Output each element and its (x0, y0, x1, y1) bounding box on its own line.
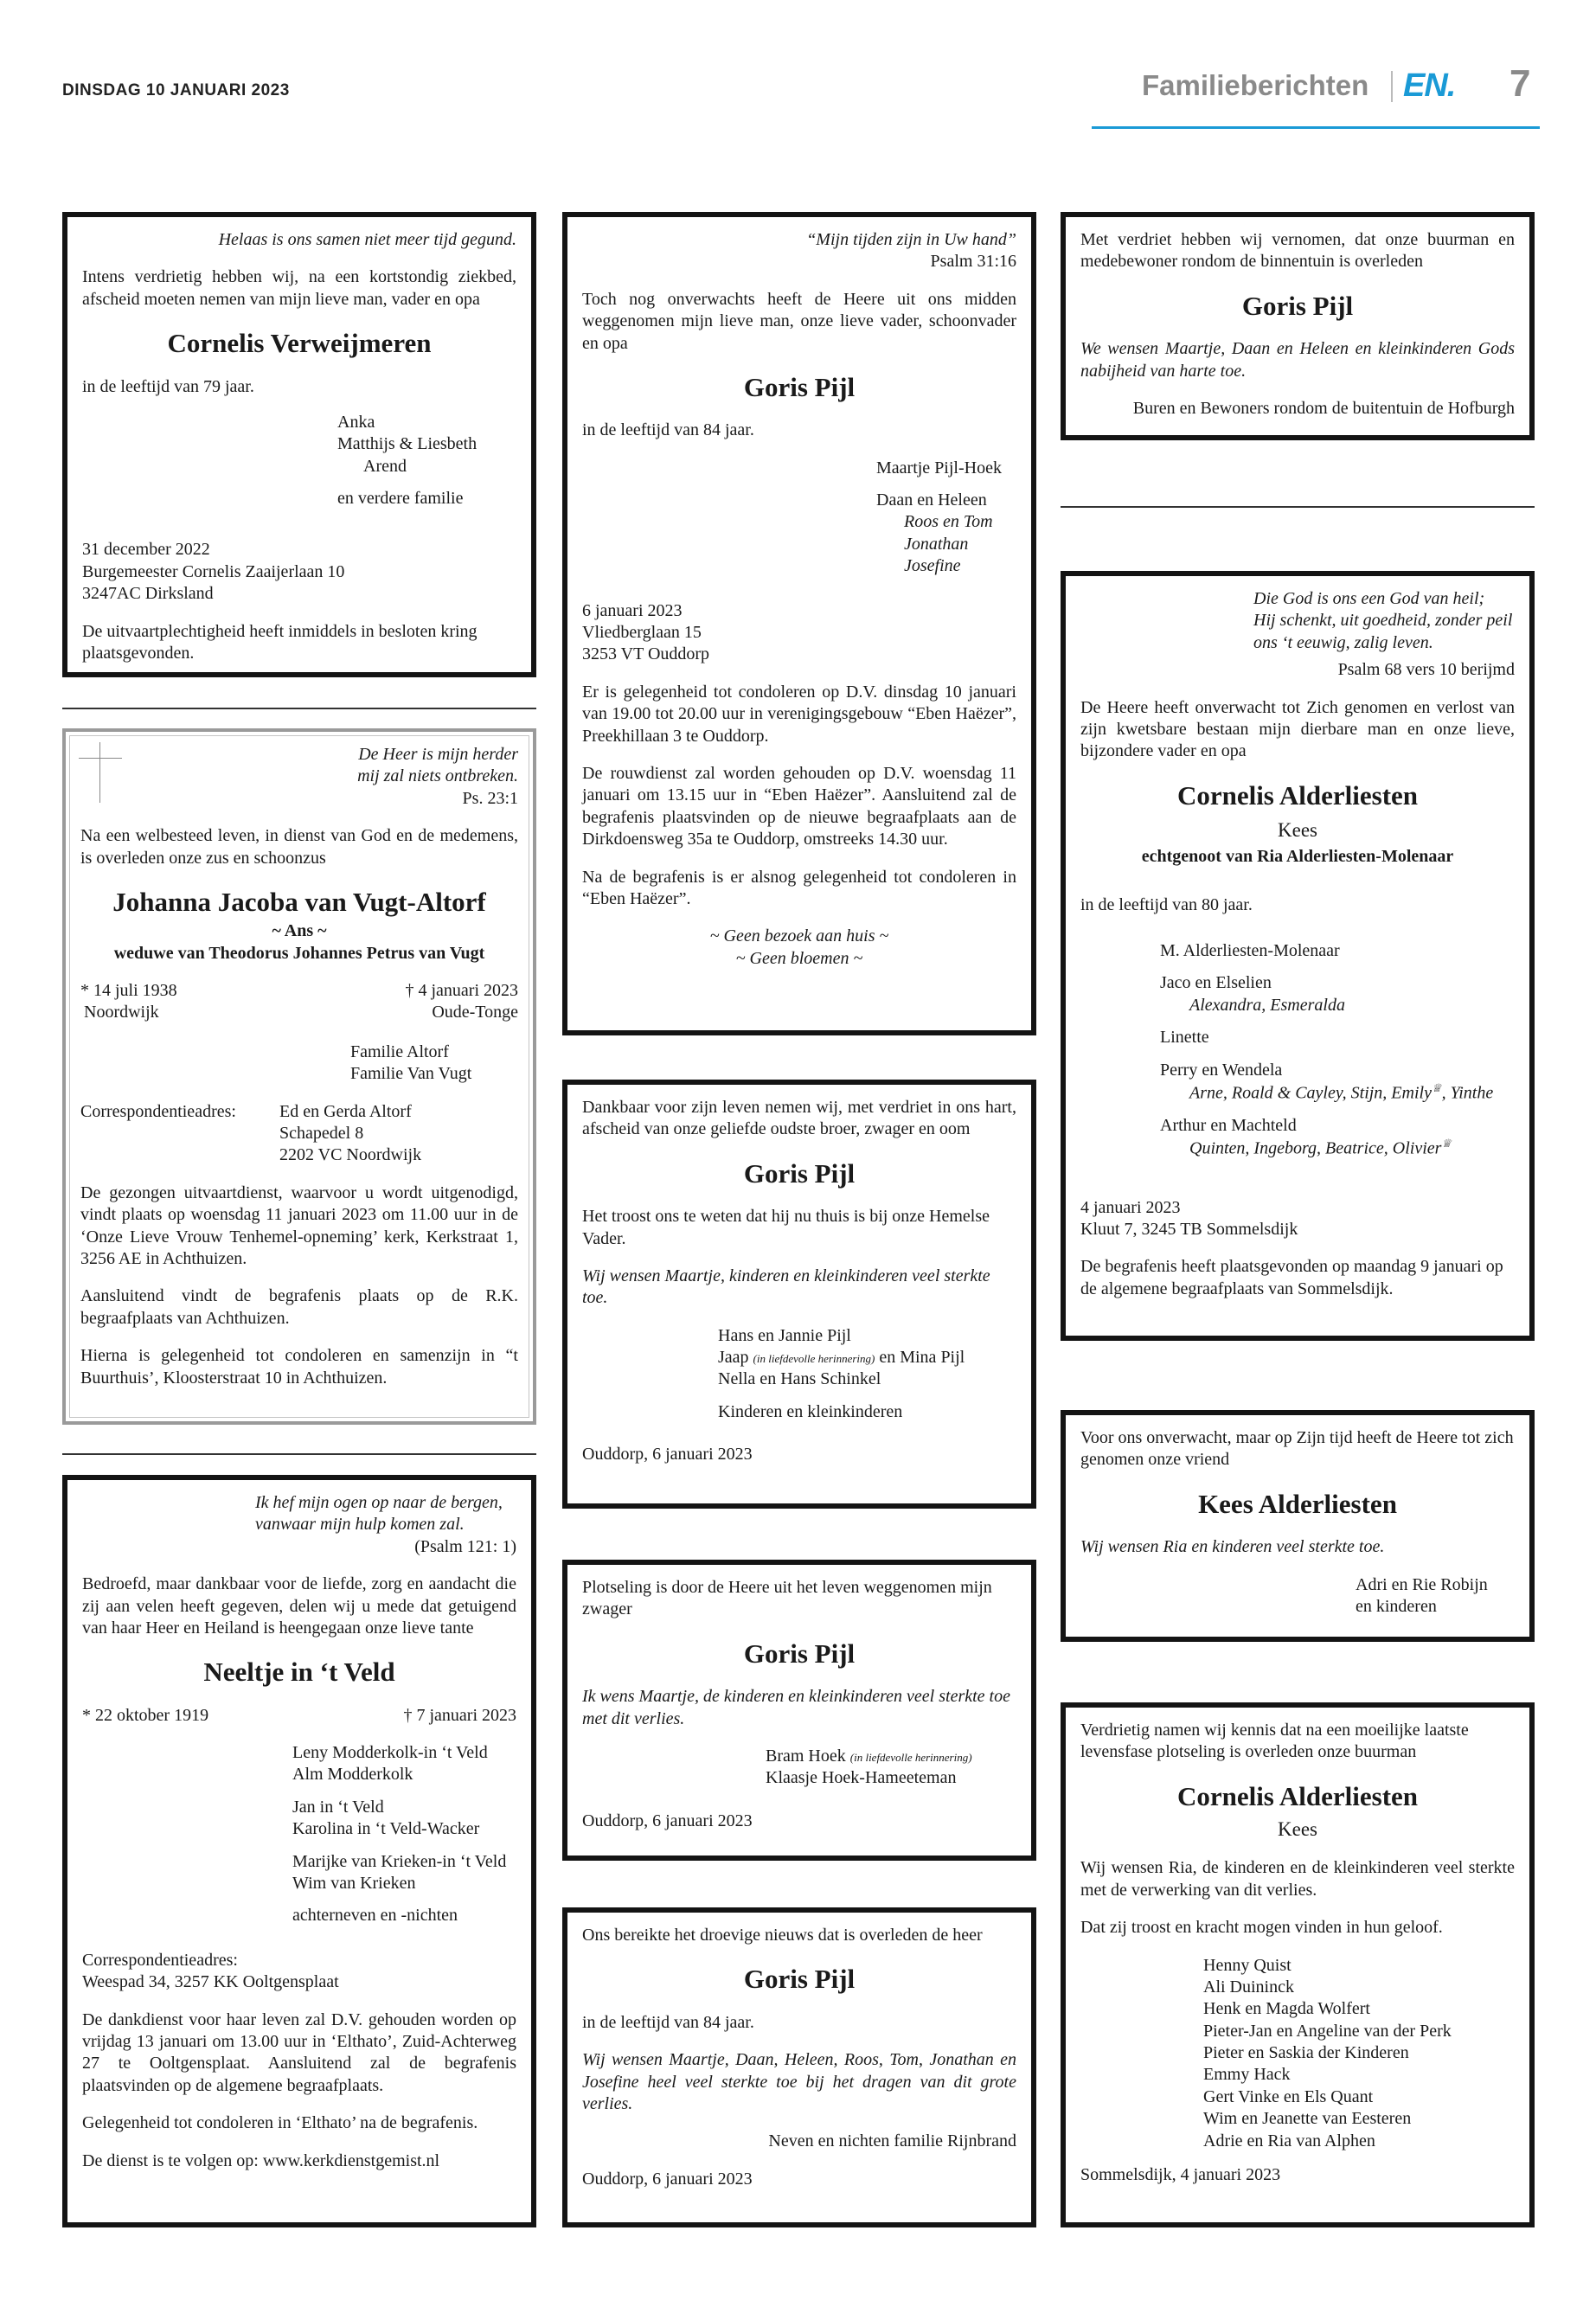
notice-quote (1080, 588, 1515, 654)
quote-reference: Ps. 23:1 (462, 788, 518, 808)
deceased-age: in de leeftijd van 80 jaar. (1080, 894, 1253, 914)
deceased-nickname: Kees (1278, 819, 1317, 842)
service-info: De rouwdienst zal worden gehouden op D.V. woensdag 11 januari om 13.15 uur in “Eben Haëzer”. Aansluitend zal de begrafenis plaatsvinden op de nieuwe begraafplaats aan de Dirkdoensweg 35a te Ouddorp, omstreeks 14.30 uur. (582, 764, 1016, 849)
burial-info: Aansluitend vindt de begrafenis plaats op de R.K. begraafplaats van Achthuizen. (80, 1286, 518, 1328)
signer: Emmy Hack (1203, 2065, 1291, 2085)
grandchildren-names: , Yinthe (1441, 1083, 1494, 1103)
signer: M. Alderliesten-Molenaar (1160, 941, 1340, 961)
notice-goris-pijl-cousins (562, 1907, 1036, 2227)
spouse-line: echtgenoot van Ria Alderliesten-Molenaar (1141, 847, 1454, 867)
signer: Leny Modderkolk-in ‘t Veld (292, 1743, 488, 1763)
signer: Matthijs & Liesbeth (337, 434, 478, 454)
service-info: De gezongen uitvaartdienst, waarvoor u wordt uitgenodigd, vindt plaats op woensdag 11 januari 2023 om 11.00 uur in de ‘Onze Lieve Vrouw Tenhemel-opneming’ kerk, Kerkstraat 1, 3256 AE in Achthuizen. (80, 1183, 518, 1268)
notice-intro: Voor ons onverwacht, maar op Zijn tijd heeft de Heere tot zich genomen onze vriend (1080, 1428, 1514, 1470)
page-number: 7 (1509, 62, 1531, 105)
notice-footer: Ouddorp, 6 januari 2023 (582, 2169, 753, 2189)
notice-intro: Intens verdrietig hebben wij, na een kortstondig ziekbed, afscheid moeten nemen van mijn lieve man, vader en opa (82, 267, 516, 309)
signer: Alm Modderkolk (292, 1765, 413, 1785)
address (1080, 1197, 1515, 1241)
wish-line: Wij wensen Maartje, Daan, Heleen, Roos, Tom, Jonathan en Josefine heel veel sterkte toe bij het dragen van dit grote verlies. (582, 2050, 1016, 2113)
stream-info: De dienst is te volgen op: www.kerkdienstgemist.nl (82, 2150, 440, 2170)
signer: Kinderen en kleinkinderen (718, 1401, 903, 1421)
signer (766, 1746, 1016, 1767)
notice-intro: Dankbaar voor zijn leven nemen wij, met verdriet in ons hart, afscheid van onze geliefde oudste broer, zwager en oom (582, 1098, 1016, 1139)
quote-line: Ik hef mijn ogen op naar de bergen, (255, 1493, 503, 1512)
signers (1080, 940, 1515, 1160)
no-flowers: ~ Geen bloemen ~ (735, 948, 863, 968)
signer: Neven en nichten familie Rijnbrand (768, 2131, 1016, 2151)
signer: Marijke van Krieken-in ‘t Veld (292, 1851, 507, 1871)
deceased-age: in de leeftijd van 79 jaar. (82, 376, 254, 396)
quote-line: ons ‘t eeuwig, zalig leven. (1253, 632, 1433, 652)
notice-intro: Met verdriet hebben wij vernomen, dat onze buurman en medebewoner rondom de binnentuin is overleden (1080, 230, 1515, 272)
grandchildren (1160, 1137, 1515, 1160)
signer: Familie Altorf (350, 1042, 449, 1061)
signer: Familie Van Vugt (350, 1064, 472, 1084)
notice-footer: Ouddorp, 6 januari 2023 (582, 1811, 753, 1830)
notice-intro: Plotseling is door de Heere uit het leven weggenomen mijn zwager (582, 1578, 992, 1619)
section-title: Familieberichten (1142, 69, 1369, 101)
correspondence-label: Correspondentieadres: (80, 1101, 236, 1121)
grandchildren-names: Quinten, Ingeborg, Beatrice, Olivier (1189, 1139, 1442, 1159)
deceased-nickname: Kees (1278, 1818, 1317, 1841)
signers (82, 412, 516, 510)
signer: en kinderen (1356, 1596, 1437, 1616)
notice-intro: Bedroefd, maar dankbaar voor de liefde, zorg en aandacht die zij aan velen heeft gegeven, delen wij u mede dat getuigend van haar Heer en Heiland is heengegaan onze lieve tante (82, 1574, 516, 1638)
signer: Anka (337, 412, 375, 432)
birth-death (80, 980, 518, 1024)
notice-intro: Toch nog onverwachts heeft de Heere uit ons midden weggenomen mijn lieve man, onze lieve vader, schoonvader en opa (582, 289, 1016, 353)
address-line: Schapedel 8 (279, 1124, 364, 1144)
cross-icon (79, 742, 122, 803)
deceased-age: in de leeftijd van 84 jaar. (582, 420, 754, 440)
comfort-line: Dat zij troost en kracht mogen vinden in hun geloof. (1080, 1918, 1443, 1938)
signer (718, 1347, 1016, 1368)
signer: Henk en Magda Wolfert (1203, 1999, 1370, 2019)
quote-line: Hij schenkt, uit goedheid, zonder peil (1253, 611, 1513, 631)
correspondence-address (80, 1101, 518, 1167)
address-line: 31 december 2022 (82, 540, 210, 560)
service-info: De dankdienst voor haar leven zal D.V. gehouden worden op vrijdag 13 januari om 13.00 uur in ‘Elthato’, Zuid-Achterweg 27 te Ooltgensplaat. Aansluitend zal de begrafenis plaatsvinden op de algemene begraafplaats. (82, 2009, 516, 2095)
notice-cornelis-alderliesten-family (1061, 571, 1535, 1341)
quote-reference: Psalm 68 vers 10 berijmd (1337, 660, 1515, 680)
address-line: 6 januari 2023 (582, 600, 683, 620)
address-line: Weespad 34, 3257 KK Ooltgensplaat (82, 1972, 339, 1992)
publication-date: DINSDAG 10 JANUARI 2023 (62, 81, 290, 99)
signer: Gert Vinke en Els Quant (1203, 2086, 1374, 2106)
grandchildren (1160, 1081, 1515, 1105)
header-separator (1391, 71, 1393, 102)
quote-reference: (Psalm 121: 1) (414, 1536, 516, 1556)
notice-goris-pijl-brother-in-law (562, 1560, 1036, 1861)
condolence-info: Hierna is gelegenheid tot condoleren en samenzijn in “t Buurthuis’, Kloosterstraat 10 in Achthuizen. (80, 1346, 518, 1388)
notice-kees-alderliesten-friends (1061, 1410, 1535, 1642)
widow-line: weduwe van Theodorus Johannes Petrus van Vugt (113, 943, 485, 963)
address (582, 600, 1016, 666)
deceased-name: Cornelis Alderliesten (1176, 1780, 1419, 1811)
notice-quote: “Mijn tijden zijn in Uw hand” (806, 230, 1016, 249)
signer: Klaasje Hoek-Hameeteman (766, 1768, 957, 1788)
deceased-nickname: ~ Ans ~ (272, 921, 327, 941)
grandchild: Roos en Tom (904, 512, 993, 532)
signer: Wim van Krieken (292, 1874, 416, 1894)
column-divider (62, 1453, 536, 1455)
signer: Daan en Heleen (876, 490, 987, 510)
signer: Jaco en Elselien (1160, 973, 1272, 993)
notice-goris-pijl-family (562, 212, 1036, 1035)
signer: Jan in ‘t Veld (292, 1797, 384, 1817)
signer: Arend (363, 456, 407, 476)
notice-cornelis-alderliesten-neighbours (1061, 1702, 1535, 2227)
signers (582, 1325, 1016, 1424)
notice-quote (80, 744, 518, 788)
grandchild: Jonathan (904, 534, 969, 554)
signer: Pieter en Saskia der Kinderen (1203, 2043, 1409, 2063)
signers (1080, 1955, 1515, 2153)
signer: Karolina in ‘t Veld-Wacker (292, 1819, 480, 1839)
quote-line: vanwaar mijn hulp komen zal. (255, 1515, 465, 1535)
wish-line: Wij wensen Ria, de kinderen en de kleinkinderen veel sterkte met de verwerking van dit verlies. (1080, 1858, 1515, 1900)
condolence-info: Er is gelegenheid tot condoleren op D.V. dinsdag 10 januari van 19.00 tot 20.00 uur in verenigingsgebouw “Eben Haëzer”, Preekhillaan 3 te Ouddorp. (582, 682, 1016, 746)
deceased-name: Goris Pijl (1241, 290, 1354, 321)
notice-intro: Verdrietig namen wij kennis dat na een moeilijke laatste levensfase plotseling is overleden onze buurman (1080, 1721, 1469, 1762)
notice-note: De uitvaartplechtigheid heeft inmiddels in besloten kring plaatsgevonden. (82, 621, 478, 663)
condolence-after: Na de begrafenis is er alsnog gelegenheid tot condoleren in “Eben Haëzer”. (582, 867, 1016, 908)
memory-note: (in liefdevolle herinnering) (849, 1750, 972, 1764)
address (82, 539, 516, 605)
signer-name: en Mina Pijl (879, 1348, 965, 1368)
address-line: Kluut 7, 3245 TB Sommelsdijk (1080, 1219, 1298, 1239)
address-line: Burgemeester Cornelis Zaaijerlaan 10 (82, 561, 345, 581)
deceased-name: Goris Pijl (743, 1157, 856, 1189)
signers (582, 1746, 1016, 1790)
signer: Maartje Pijl-Hoek (876, 458, 1002, 478)
crown-icon: ♕ (1441, 1137, 1452, 1150)
notice-quote: Helaas is ons samen niet meer tijd gegund. (218, 230, 516, 249)
wish-line: We wensen Maartje, Daan en Heleen en kleinkinderen Gods nabijheid van harte toe. (1080, 339, 1515, 381)
condolence-info: Gelegenheid tot condoleren in ‘Elthato’ na de begrafenis. (82, 2113, 478, 2133)
signers (82, 1742, 516, 1927)
header-rule (1092, 126, 1540, 129)
notice-intro: Na een welbesteed leven, in dienst van God en de medemens, is overleden onze zus en schoonzus (80, 826, 518, 868)
notice-goris-pijl-neighbours (1061, 212, 1535, 440)
notice-note: De begrafenis heeft plaatsgevonden op maandag 9 januari op de algemene begraafplaats van Sommelsdijk. (1080, 1257, 1503, 1298)
death-date: † 7 januari 2023 (403, 1705, 516, 1725)
correspondence-label: Correspondentieadres: (82, 1950, 238, 1970)
memory-note: (in liefdevolle herinnering) (753, 1352, 875, 1366)
deceased-name: Johanna Jacoba van Vugt-Altorf (112, 886, 486, 917)
wish-line: Wij wensen Maartje, kinderen en kleinkinderen veel sterkte toe. (582, 1266, 990, 1308)
signer: Adrie en Ria van Alphen (1203, 2131, 1375, 2150)
wish-line: Wij wensen Ria en kinderen veel sterkte toe. (1080, 1537, 1385, 1557)
notice-johanna-van-vugt-altorf (62, 728, 536, 1425)
no-visits: ~ Geen bezoek aan huis ~ (709, 926, 889, 946)
brand-logo: EN. (1403, 67, 1456, 104)
address-line: 3253 VT Ouddorp (582, 644, 710, 664)
quote-line: De Heer is mijn herder (358, 745, 518, 764)
quote-reference: Psalm 31:16 (930, 252, 1016, 272)
signer: achterneven en -nichten (292, 1906, 458, 1926)
signer: Ali Duininck (1203, 1977, 1294, 1997)
grandchildren: Alexandra, Esmeralda (1189, 995, 1345, 1015)
signers (582, 458, 1016, 578)
address-line: Vliedberglaan 15 (582, 623, 702, 643)
notice-neeltje-in-t-veld (62, 1475, 536, 2227)
birth-place: Noordwijk (84, 1003, 159, 1022)
signers (1080, 1574, 1515, 1618)
deceased-name: Cornelis Alderliesten (1176, 779, 1419, 811)
deceased-name: Cornelis Verweijmeren (167, 328, 432, 359)
signer: Pieter-Jan en Angeline van der Perk (1203, 2021, 1452, 2041)
notice-intro: Ons bereikte het droevige nieuws dat is overleden de heer (582, 1926, 983, 1945)
notice-goris-pijl-siblings (562, 1080, 1036, 1509)
deceased-name: Kees Alderliesten (1198, 1488, 1397, 1519)
column-divider (1061, 506, 1535, 508)
quote-line: Die God is ons een God van heil; (1253, 589, 1485, 608)
death-place: Oude-Tonge (432, 1003, 518, 1022)
address-line: Ed en Gerda Altorf (279, 1101, 412, 1121)
address-line: 3247AC Dirksland (82, 584, 214, 604)
grandchildren-names: Arne, Roald & Cayley, Stijn, Emily (1189, 1083, 1432, 1103)
signer: Nella en Hans Schinkel (718, 1369, 881, 1389)
signer: Hans en Jannie Pijl (718, 1325, 851, 1345)
signers (80, 1042, 518, 1086)
signer: Linette (1160, 1028, 1209, 1048)
deceased-name: Goris Pijl (743, 371, 856, 402)
deceased-name: Neeltje in ‘t Veld (203, 1657, 395, 1688)
notice-cornelis-verweijmeren (62, 212, 536, 677)
signer: Buren en Bewoners rondom de buitentuin de Hofburgh (1132, 398, 1515, 418)
grandchild: Josefine (904, 556, 961, 576)
signer: Wim en Jeanette van Eesteren (1203, 2109, 1412, 2129)
signer: Adri en Rie Robijn (1356, 1574, 1488, 1594)
deceased-name: Goris Pijl (743, 1638, 856, 1669)
signer: en verdere familie (337, 489, 464, 509)
comfort-line: Het troost ons te weten dat hij nu thuis is bij onze Hemelse Vader. (582, 1207, 990, 1248)
birth-death (82, 1705, 516, 1727)
birth-date: * 14 juli 1938 (80, 981, 177, 1001)
notice-intro: De Heere heeft onverwacht tot Zich genomen en verlost van zijn kwetsbare bestaan mijn dierbare man en onze lieve, bijzondere vader en opa (1080, 697, 1515, 761)
column-divider (62, 708, 536, 709)
birth-date: * 22 oktober 1919 (82, 1705, 209, 1725)
signer-name: Jaap (718, 1348, 749, 1368)
notice-quote (82, 1492, 516, 1536)
wish-line: Ik wens Maartje, de kinderen en kleinkinderen veel sterkte toe met dit verlies. (582, 1687, 1010, 1728)
deceased-age: in de leeftijd van 84 jaar. (582, 2012, 754, 2032)
deceased-name: Goris Pijl (743, 1964, 856, 1995)
notice-footer: Ouddorp, 6 januari 2023 (582, 1445, 753, 1465)
crown-icon: ♕ (1431, 1081, 1442, 1095)
address-line: 4 januari 2023 (1080, 1197, 1181, 1217)
death-date: † 4 januari 2023 (405, 981, 518, 1001)
signer-name: Bram Hoek (766, 1746, 846, 1766)
correspondence-address (82, 1950, 516, 1994)
signer: Henny Quist (1203, 1955, 1292, 1975)
address-line: 2202 VC Noordwijk (279, 1145, 422, 1165)
notice-footer: Sommelsdijk, 4 januari 2023 (1080, 2165, 1281, 2185)
signer: Arthur en Machteld (1160, 1116, 1297, 1136)
quote-line: mij zal niets ontbreken. (357, 766, 518, 786)
signer: Perry en Wendela (1160, 1060, 1283, 1080)
